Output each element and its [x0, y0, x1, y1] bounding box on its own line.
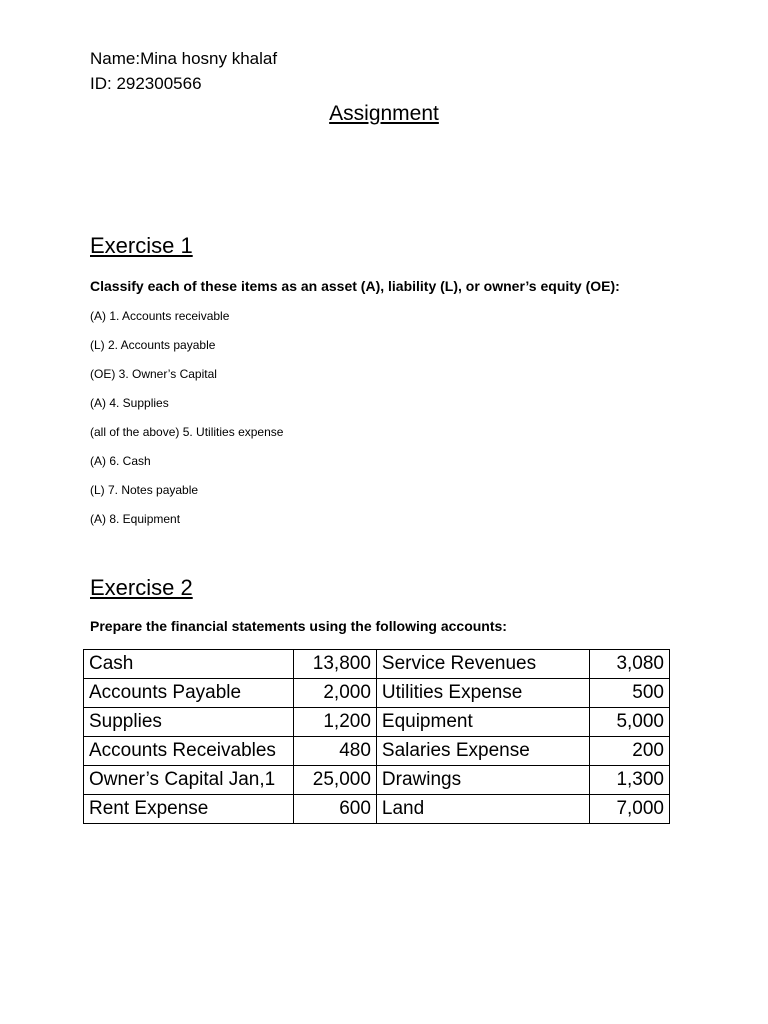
table-row: [84, 650, 670, 679]
account-name-cell: Owner’s Capital Jan,1: [84, 766, 294, 795]
table-row: [84, 679, 670, 708]
exercise-2-heading: Exercise 2: [90, 575, 193, 600]
document-title: [0, 101, 768, 127]
list-item: (all of the above) 5. Utilities expense: [90, 425, 284, 439]
account-amount-cell: 500: [589, 679, 669, 708]
list-item: (L) 7. Notes payable: [90, 483, 199, 497]
exercise-1-instruction: Classify each of these items as an asset (A), liability (L), or owner’s equity (OE):: [90, 278, 620, 294]
exercise-1-answer-list: [90, 309, 283, 541]
exercise-2-instruction: Prepare the financial statements using the following accounts:: [90, 618, 507, 634]
account-amount-cell: 600: [294, 795, 376, 824]
account-amount-cell: 1,200: [294, 708, 376, 737]
account-amount-cell: 7,000: [589, 795, 669, 824]
account-amount-cell: 25,000: [294, 766, 376, 795]
list-item: (L) 2. Accounts payable: [90, 338, 216, 352]
account-name-cell: Service Revenues: [376, 650, 589, 679]
account-amount-cell: 2,000: [294, 679, 376, 708]
account-amount-cell: 200: [589, 737, 669, 766]
account-name-cell: Accounts Payable: [84, 679, 294, 708]
account-name-cell: Accounts Receivables: [84, 737, 294, 766]
list-item: (A) 6. Cash: [90, 454, 151, 468]
list-item: (A) 1. Accounts receivable: [90, 309, 230, 323]
account-name-cell: Drawings: [376, 766, 589, 795]
account-amount-cell: 13,800: [294, 650, 376, 679]
account-name-cell: Land: [376, 795, 589, 824]
document-title-text: Assignment: [329, 102, 439, 125]
account-name-cell: Rent Expense: [84, 795, 294, 824]
account-name-cell: Utilities Expense: [376, 679, 589, 708]
account-name-cell: Cash: [84, 650, 294, 679]
accounts-table: [83, 649, 670, 824]
table-row: [84, 795, 670, 824]
table-row: [84, 737, 670, 766]
list-item: (OE) 3. Owner’s Capital: [90, 367, 217, 381]
account-amount-cell: 1,300: [589, 766, 669, 795]
account-name-cell: Equipment: [376, 708, 589, 737]
account-name-cell: Supplies: [84, 708, 294, 737]
student-id: ID: 292300566: [90, 74, 202, 93]
account-amount-cell: 480: [294, 737, 376, 766]
account-amount-cell: 5,000: [589, 708, 669, 737]
exercise-1-heading: Exercise 1: [90, 233, 193, 258]
account-amount-cell: 3,080: [589, 650, 669, 679]
list-item: (A) 4. Supplies: [90, 396, 169, 410]
account-name-cell: Salaries Expense: [376, 737, 589, 766]
table-row: [84, 766, 670, 795]
student-name: Name:Mina hosny khalaf: [90, 49, 278, 68]
list-item: (A) 8. Equipment: [90, 512, 181, 526]
table-row: [84, 708, 670, 737]
